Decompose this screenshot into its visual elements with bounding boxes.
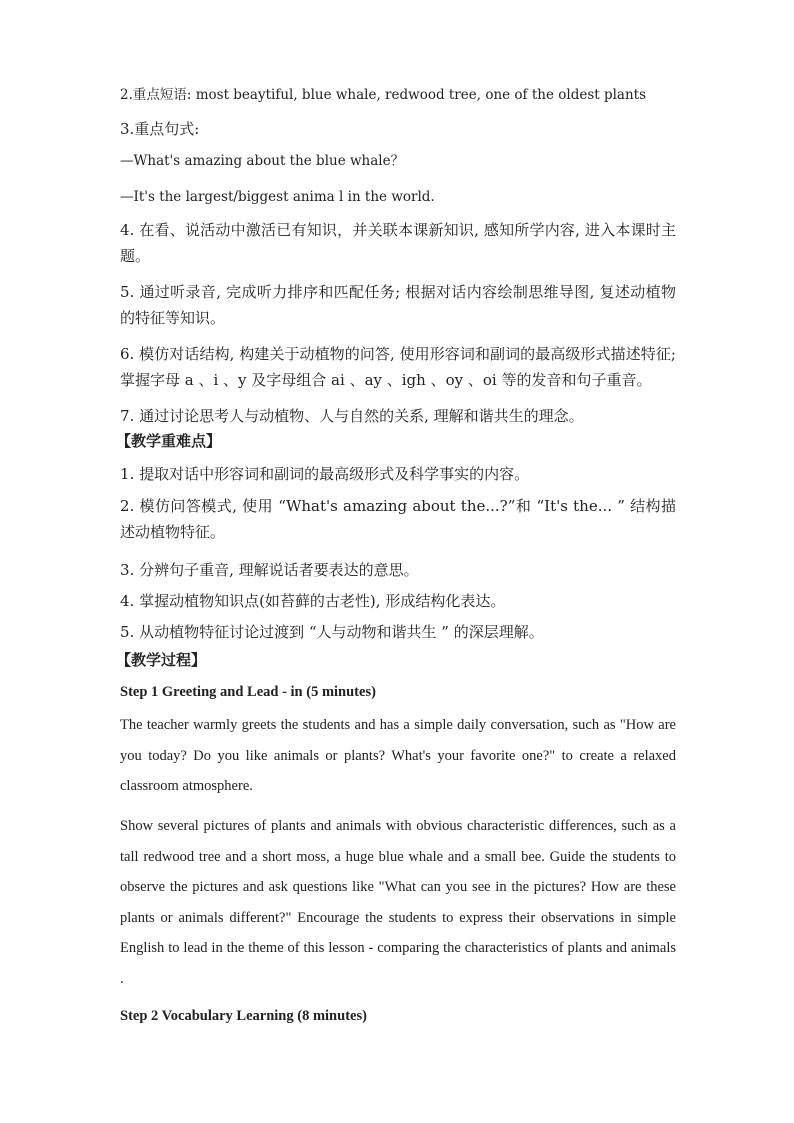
key-point-item-4: 4. 掌握动植物知识点(如苔藓的古老性), 形成结构化表达。 (120, 592, 506, 610)
objective-item-6: 6. 模仿对话结构, 构建关于动植物的问答, 使用形容词和副词的最高级形式描述特征; 掌握字母 a 、i 、y 及字母组合 ai 、ay 、igh 、oy 、oi 等的发音和句子重音。 (120, 345, 676, 389)
step-1-paragraph-1: The teacher warmly greets the students and has a simple daily conversation, such as "How are you today? Do you like animals or plants? What's your favorite one?" to create a relaxed classroom atmosphere. (120, 717, 676, 794)
objective-item-5: 5. 通过听录音, 完成听力排序和匹配任务; 根据对话内容绘制思维导图, 复述动植物的特征等知识。 (120, 283, 676, 327)
key-sentences-title: 3.重点句式: (120, 120, 200, 138)
step-2-title: Step 2 Vocabulary Learning (8 minutes) (120, 1008, 367, 1024)
objective-item-4: 4. 在看、说活动中激活已有知识，并关联本课新知识, 感知所学内容, 进入本课时主题。 (120, 221, 676, 265)
process-heading: 【教学过程】 (116, 651, 207, 669)
key-point-item-2: 2. 模仿问答模式, 使用 “What's amazing about the...?”和 “It's the... ” 结构描述动植物特征。 (120, 497, 676, 541)
key-points-heading: 【教学重难点】 (116, 432, 222, 450)
key-phrases-item: 2.重点短语: most beaytiful, blue whale, redwood tree, one of the oldest plants (120, 87, 647, 103)
objective-item-7: 7. 通过讨论思考人与动植物、人与自然的关系, 理解和谐共生的理念。 (120, 407, 584, 425)
key-point-item-5: 5. 从动植物特征讨论过渡到 “人与动物和谐共生 ” 的深层理解。 (120, 623, 544, 641)
answer-sentence: —It's the largest/biggest anima l in the world. (120, 189, 435, 205)
key-point-item-1: 1. 提取对话中形容词和副词的最高级形式及科学事实的内容。 (120, 465, 530, 483)
step-1-paragraph-2: Show several pictures of plants and animals with obvious characteristic differences, such as a tall redwood tree and a short moss, a huge blue whale and a small bee. Guide the students to observe the pictures and ask questions like "What can you see in the pictures? How are these plants or animals different?" Encourage the students to express their observations in simple English to lead in the theme of this lesson - comparing the characteristics of plants and animals . (120, 818, 676, 987)
question-sentence: —What's amazing about the blue whale？ (120, 153, 405, 169)
step-1-title: Step 1 Greeting and Lead - in (5 minutes) (120, 684, 376, 700)
key-point-item-3: 3. 分辨句子重音, 理解说话者要表达的意思。 (120, 561, 419, 579)
